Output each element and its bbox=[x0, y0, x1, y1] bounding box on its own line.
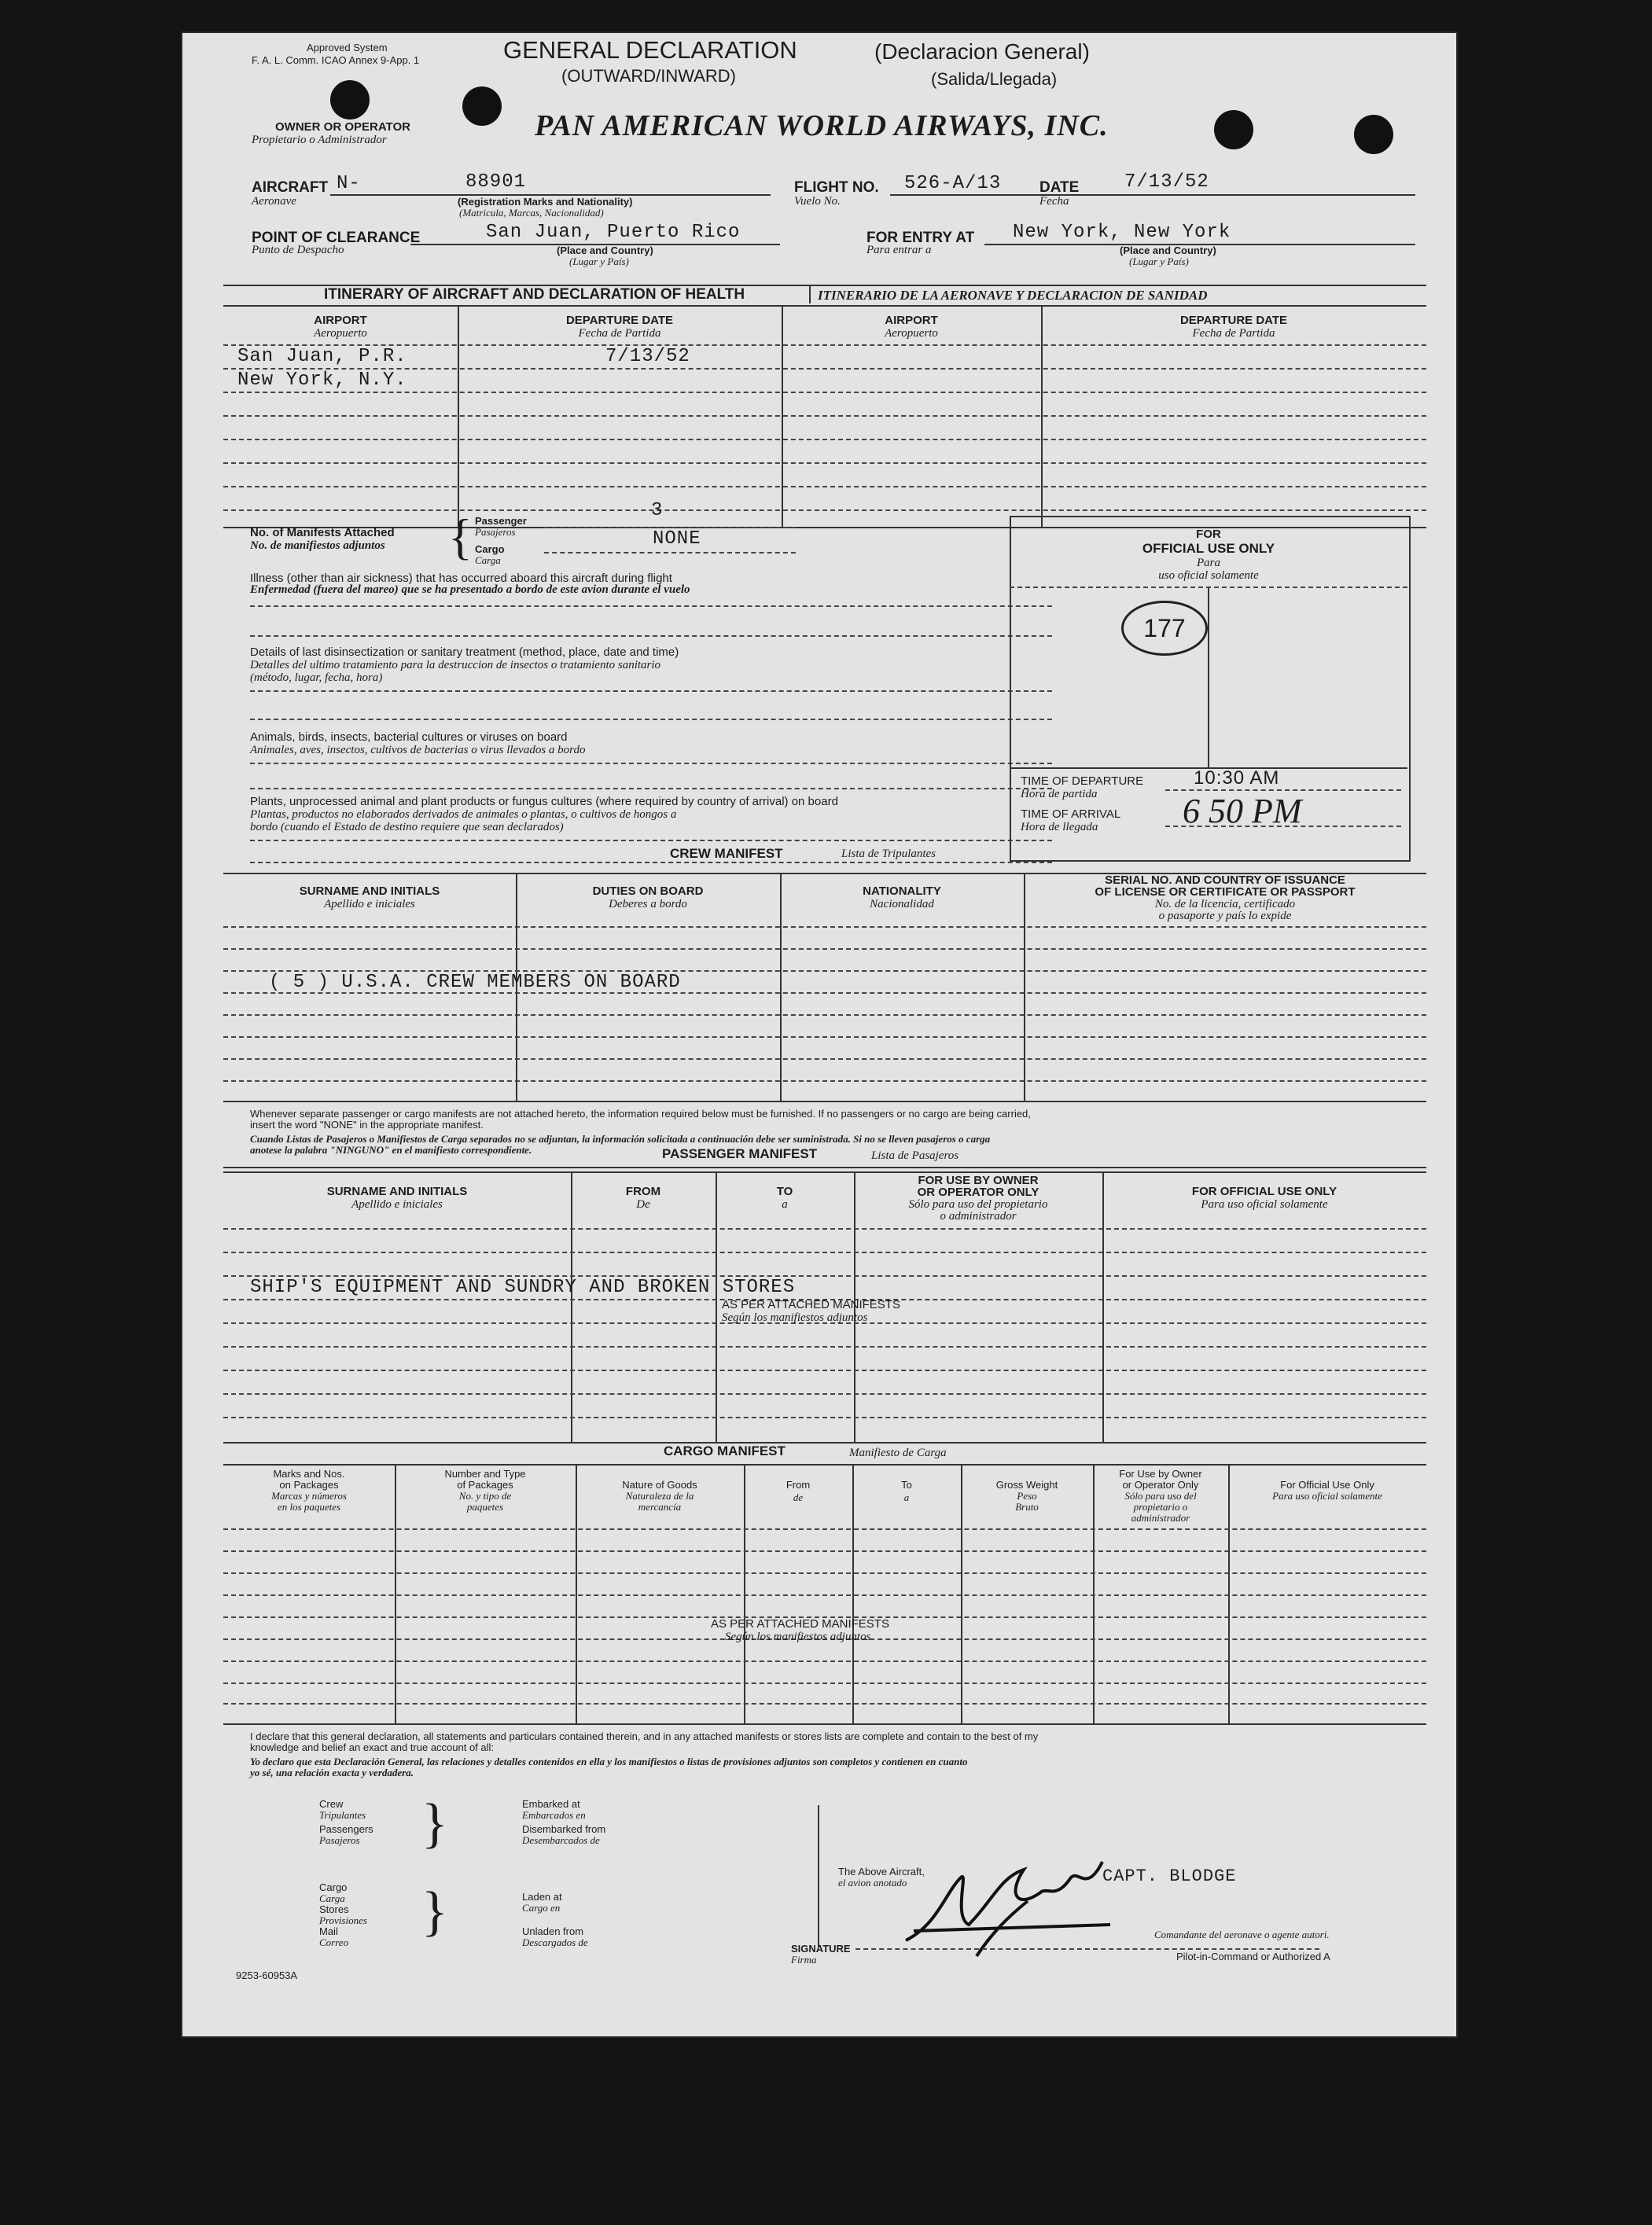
official-title: FOR bbox=[1196, 528, 1221, 541]
flight-label-es: Vuelo No. bbox=[794, 195, 841, 208]
form-title-es-sub: (Salida/Llegada) bbox=[931, 69, 1058, 89]
itinerary-col-airport-es: Aeropuerto bbox=[314, 327, 367, 340]
itinerary-title: ITINERARY OF AIRCRAFT AND DECLARATION OF HEALTH bbox=[324, 286, 745, 303]
cargo-col-owner-es3: administrador bbox=[1131, 1512, 1190, 1524]
form-title: GENERAL DECLARATION bbox=[503, 36, 797, 64]
totals-embarked: Embarked at bbox=[522, 1798, 580, 1810]
date-value: 7/13/52 bbox=[1124, 171, 1209, 193]
handwritten-signature bbox=[890, 1846, 1126, 1964]
crew-col-nationality: NATIONALITY bbox=[863, 884, 941, 898]
itinerary-title-es: ITINERARIO DE LA AERONAVE Y DECLARACION DE SANIDAD bbox=[818, 288, 1208, 303]
illness-label-es: Enfermedad (fuera del mareo) que se ha presentado a bordo de este avion durante el vuelo bbox=[250, 583, 690, 596]
totals-mail: Mail bbox=[319, 1925, 338, 1937]
passenger-col-from-es: De bbox=[636, 1198, 650, 1211]
aircraft-value: 88901 bbox=[465, 171, 527, 193]
crew-title-es: Lista de Tripulantes bbox=[841, 848, 936, 860]
passenger-col-surname-es: Apellido e iniciales bbox=[351, 1198, 443, 1211]
date-label: DATE bbox=[1039, 179, 1080, 196]
cargo-col-nature: Nature of Goods bbox=[622, 1479, 697, 1491]
clearance-caption: (Place and Country) bbox=[557, 245, 653, 256]
departure-time-label: TIME OF DEPARTURE bbox=[1021, 774, 1144, 788]
arrival-time-label: TIME OF ARRIVAL bbox=[1021, 807, 1121, 821]
passenger-col-owner-b: OR OPERATOR ONLY bbox=[917, 1186, 1039, 1199]
cargo-title: CARGO MANIFEST bbox=[664, 1443, 786, 1458]
totals-laden: Laden at bbox=[522, 1891, 562, 1903]
illness-label: Illness (other than air sickness) that has occurred aboard this aircraft during flight bbox=[250, 572, 672, 585]
entry-caption-es: (Lugar y País) bbox=[1129, 256, 1189, 267]
flight-value: 526-A/13 bbox=[904, 173, 1002, 194]
cargo-col-number: Number and Type bbox=[444, 1468, 526, 1480]
passenger-col-official: FOR OFFICIAL USE ONLY bbox=[1191, 1185, 1337, 1198]
itinerary-col-airport: AIRPORT bbox=[314, 314, 367, 327]
cargo-col-weight-es: Peso bbox=[1017, 1490, 1037, 1502]
punch-hole bbox=[1354, 115, 1393, 154]
cargo-col-marks: Marks and Nos. bbox=[273, 1468, 345, 1480]
cargo-col-official-es: Para uso oficial solamente bbox=[1272, 1490, 1382, 1502]
manifests-cargo: Cargo bbox=[475, 543, 505, 555]
declaration-es: Yo declaro que esta Declaración General, las relaciones y detalles contenidos en ella y los manifiestos o listas de provisiones adjuntos son completos y contienen en cuanto bbox=[250, 1756, 968, 1767]
totals-passengers: Passengers bbox=[319, 1823, 373, 1835]
cargo-col-owner-es2: propietario o bbox=[1133, 1501, 1188, 1513]
above-aircraft-es: el avion anotado bbox=[838, 1877, 907, 1888]
totals-disembarked: Disembarked from bbox=[522, 1823, 606, 1835]
manifests-cargo-es: Carga bbox=[475, 554, 501, 566]
totals-disembarked-es: Desembarcados de bbox=[522, 1834, 600, 1846]
punch-hole bbox=[1214, 110, 1253, 149]
totals-stores: Stores bbox=[319, 1903, 349, 1915]
owner-label: OWNER OR OPERATOR bbox=[275, 120, 410, 134]
signature-label: SIGNATURE bbox=[791, 1943, 851, 1955]
cargo-col-from: From bbox=[786, 1479, 811, 1491]
clearance-label-es: Punto de Despacho bbox=[252, 244, 344, 256]
punch-hole bbox=[330, 80, 370, 120]
crew-col-duties-es: Deberes a bordo bbox=[609, 898, 687, 910]
totals-crew: Crew bbox=[319, 1798, 344, 1810]
itinerary-col-airport-es-2: Aeropuerto bbox=[885, 327, 938, 340]
official-title-es: Para bbox=[1197, 557, 1220, 569]
crew-entry: ( 5 ) U.S.A. CREW MEMBERS ON BOARD bbox=[269, 972, 681, 993]
crew-col-serial-es2: o pasaporte y país lo expide bbox=[1158, 910, 1292, 922]
totals-stores-es: Provisiones bbox=[319, 1914, 367, 1926]
passenger-title: PASSENGER MANIFEST bbox=[662, 1146, 818, 1161]
cargo-col-weight: Gross Weight bbox=[995, 1479, 1058, 1491]
entry-caption: (Place and Country) bbox=[1120, 245, 1216, 256]
arrival-time-label-es: Hora de llegada bbox=[1021, 821, 1098, 833]
cargo-col-nature-es2: mercancía bbox=[638, 1501, 682, 1513]
cargo-col-nature-es: Naturaleza de la bbox=[625, 1490, 694, 1502]
entry-value: New York, New York bbox=[1013, 222, 1231, 243]
form-number: 9253-60953A bbox=[236, 1969, 298, 1981]
manifests-passenger-es: Pasajeros bbox=[475, 526, 516, 538]
totals-unladen-es: Descargados de bbox=[522, 1936, 588, 1948]
passenger-col-surname: SURNAME AND INITIALS bbox=[326, 1185, 468, 1198]
plants-label-es2: bordo (cuando el Estado de destino requiere que sean declarados) bbox=[250, 821, 564, 833]
clearance-value: San Juan, Puerto Rico bbox=[486, 222, 741, 243]
official-title-es2: uso oficial solamente bbox=[1158, 569, 1259, 582]
approved-ref: F. A. L. Comm. ICAO Annex 9-App. 1 bbox=[252, 54, 420, 66]
note-en2: insert the word "NONE" in the appropriate manifest. bbox=[250, 1119, 484, 1131]
crew-col-surname: SURNAME AND INITIALS bbox=[299, 884, 440, 898]
itinerary-col-airport-2: AIRPORT bbox=[885, 314, 938, 327]
cargo-col-to-es: a bbox=[903, 1491, 910, 1503]
role-es: Comandante del aeronave o agente autori. bbox=[1154, 1929, 1330, 1940]
form-title-sub: (OUTWARD/INWARD) bbox=[561, 66, 736, 86]
crew-col-duties: DUTIES ON BOARD bbox=[592, 884, 704, 898]
cargo-col-owner-es: Sólo para uso del bbox=[1124, 1490, 1197, 1502]
cargo-col-number-es: No. y tipo de bbox=[458, 1490, 512, 1502]
role: Pilot-in-Command or Authorized A bbox=[1176, 1951, 1330, 1962]
cargo-col-marks-es2: en los paquetes bbox=[277, 1501, 341, 1513]
totals-crew-es: Tripulantes bbox=[319, 1809, 366, 1821]
captain-name: CAPT. BLODGE bbox=[1102, 1866, 1237, 1886]
clearance-caption-es: (Lugar y País) bbox=[569, 256, 629, 267]
above-aircraft: The Above Aircraft, bbox=[838, 1866, 925, 1877]
manifests-brace: { bbox=[448, 509, 473, 565]
itinerary-col-departure-es-2: Fecha de Partida bbox=[1192, 327, 1275, 340]
punch-hole bbox=[462, 86, 502, 126]
arrival-time-value: 6 50 PM bbox=[1183, 792, 1302, 830]
crew-col-surname-es: Apellido e iniciales bbox=[324, 898, 415, 910]
totals-embarked-es: Embarcados en bbox=[522, 1809, 586, 1821]
manifests-passenger: Passenger bbox=[475, 515, 527, 527]
passenger-col-owner-es: Sólo para uso del propietario bbox=[908, 1198, 1048, 1211]
manifests-label-es: No. de manifiestos adjuntos bbox=[250, 539, 385, 552]
totals-unladen: Unladen from bbox=[522, 1925, 584, 1937]
passenger-entry: SHIP'S EQUIPMENT AND SUNDRY AND BROKEN STORES bbox=[250, 1277, 796, 1298]
totals-brace-2: } bbox=[421, 1881, 448, 1942]
cargo-col-marks-b: on Packages bbox=[279, 1479, 339, 1491]
crew-col-serial-b: OF LICENSE OR CERTIFICATE OR PASSPORT bbox=[1095, 885, 1356, 899]
cargo-col-marks-es: Marcas y números bbox=[271, 1490, 347, 1502]
itinerary-col-departure-es: Fecha de Partida bbox=[578, 327, 661, 340]
entry-label: FOR ENTRY AT bbox=[866, 230, 975, 246]
declaration-es2: yo sé, una relación exacta y verdadera. bbox=[250, 1767, 414, 1778]
manifests-cargo-value: NONE bbox=[653, 528, 701, 550]
animals-label: Animals, birds, insects, bacterial cultures or viruses on board bbox=[250, 730, 568, 744]
disinsect-label-es: Detalles del ultimo tratamiento para la destruccion de insectos o tratamiento sanitario bbox=[250, 659, 661, 671]
itinerary-col-departure: DEPARTURE DATE bbox=[565, 314, 674, 327]
cargo-attached: AS PER ATTACHED MANIFESTS bbox=[711, 1617, 889, 1631]
passenger-title-es: Lista de Pasajeros bbox=[871, 1149, 959, 1162]
itinerary-col-departure-2: DEPARTURE DATE bbox=[1179, 314, 1288, 327]
passenger-col-owner: FOR USE BY OWNER bbox=[918, 1174, 1039, 1187]
cargo-col-owner: For Use by Owner bbox=[1119, 1468, 1202, 1480]
stamp-number: 177 bbox=[1121, 601, 1208, 656]
declaration-en: I declare that this general declaration, all statements and particulars contained therein, and in any attached manifests or stores lists are complete and contain to the best of my bbox=[250, 1730, 1039, 1742]
totals-cargo: Cargo bbox=[319, 1881, 348, 1893]
disinsect-label-es2: (método, lugar, fecha, hora) bbox=[250, 671, 383, 684]
aircraft-caption: (Registration Marks and Nationality) bbox=[458, 196, 633, 208]
official-title2: OFFICIAL USE ONLY bbox=[1142, 541, 1275, 556]
itinerary-row1-date: 7/13/52 bbox=[605, 346, 690, 367]
note-es2: anotese la palabra "NINGUNO" en el manifiesto correspondiente. bbox=[250, 1144, 532, 1156]
itinerary-row2-airport: New York, N.Y. bbox=[237, 370, 407, 391]
flight-label: FLIGHT NO. bbox=[794, 179, 879, 196]
passenger-col-to: TO bbox=[776, 1185, 793, 1198]
passenger-attached-es: Según los manifiestos adjuntos bbox=[722, 1311, 868, 1324]
totals-brace: } bbox=[421, 1793, 448, 1854]
totals-laden-es: Cargo en bbox=[522, 1902, 561, 1914]
declaration-en2: knowledge and belief an exact and true account of all: bbox=[250, 1741, 495, 1753]
crew-col-nationality-es: Nacionalidad bbox=[870, 898, 934, 910]
plants-label: Plants, unprocessed animal and plant products or fungus cultures (where required by country of arrival) on board bbox=[250, 795, 838, 808]
passenger-col-from: FROM bbox=[625, 1185, 661, 1198]
cargo-title-es: Manifiesto de Carga bbox=[849, 1447, 947, 1459]
cargo-col-from-es: de bbox=[793, 1491, 804, 1503]
totals-passengers-es: Pasajeros bbox=[319, 1834, 360, 1846]
aircraft-label-es: Aeronave bbox=[252, 195, 296, 208]
form-title-es: (Declaracion General) bbox=[874, 39, 1090, 64]
passenger-col-official-es: Para uso oficial solamente bbox=[1201, 1198, 1328, 1211]
passenger-col-to-es: a bbox=[782, 1198, 788, 1211]
cargo-col-owner-b: or Operator Only bbox=[1122, 1479, 1199, 1491]
departure-time-value: 10:30 AM bbox=[1194, 767, 1280, 789]
totals-mail-es: Correo bbox=[319, 1936, 349, 1948]
plants-label-es: Plantas, productos no elaborados derivados de animales o plantas, o cultivos de hongos a bbox=[250, 808, 677, 821]
date-label-es: Fecha bbox=[1039, 195, 1069, 208]
passenger-attached: AS PER ATTACHED MANIFESTS bbox=[722, 1298, 900, 1311]
note-en: Whenever separate passenger or cargo manifests are not attached hereto, the information required below must be furnished. If no passengers or no cargo are being carried, bbox=[250, 1108, 1031, 1120]
aircraft-prefix: N- bbox=[337, 173, 361, 194]
cargo-col-to: To bbox=[901, 1479, 912, 1491]
clearance-label: POINT OF CLEARANCE bbox=[252, 230, 421, 246]
cargo-col-weight-es2: Bruto bbox=[1015, 1501, 1039, 1513]
cargo-attached-es: Según los manifiestos adjuntos bbox=[725, 1631, 871, 1643]
manifests-passenger-value: 3 bbox=[651, 500, 664, 521]
totals-cargo-es: Carga bbox=[319, 1892, 345, 1904]
manifests-label: No. of Manifests Attached bbox=[250, 526, 395, 539]
aircraft-label: AIRCRAFT bbox=[252, 179, 329, 196]
note-es: Cuando Listas de Pasajeros o Manifiestos de Carga separados no se adjuntan, la información solicitada a continuación debe ser suministrada. Si no se lleven pasajeros o carga bbox=[250, 1133, 991, 1145]
owner-label-es: Propietario o Administrador bbox=[252, 134, 387, 146]
crew-title: CREW MANIFEST bbox=[670, 846, 783, 861]
crew-col-serial-es: No. de la licencia, certificado bbox=[1154, 898, 1296, 910]
cargo-col-number-es2: paquetes bbox=[466, 1501, 504, 1513]
departure-time-label-es: Hora de partida bbox=[1021, 788, 1098, 800]
cargo-col-number-b: of Packages bbox=[457, 1479, 513, 1491]
animals-label-es: Animales, aves, insectos, cultivos de bacterias o virus llevados a bordo bbox=[250, 744, 586, 756]
owner-value: PAN AMERICAN WORLD AIRWAYS, INC. bbox=[535, 109, 1109, 142]
cargo-col-official: For Official Use Only bbox=[1280, 1479, 1374, 1491]
general-declaration-form bbox=[182, 33, 1456, 2036]
aircraft-caption-es: (Matricula, Marcas, Nacionalidad) bbox=[459, 207, 604, 219]
signature-label-es: Firma bbox=[791, 1954, 817, 1966]
approved-system: Approved System bbox=[307, 42, 388, 53]
entry-label-es: Para entrar a bbox=[866, 244, 932, 256]
itinerary-row1-airport: San Juan, P.R. bbox=[237, 346, 407, 367]
disinsect-label: Details of last disinsectization or sanitary treatment (method, place, date and time) bbox=[250, 645, 679, 659]
passenger-col-owner-es2: o administrador bbox=[940, 1210, 1017, 1223]
crew-col-serial: SERIAL NO. AND COUNTRY OF ISSUANCE bbox=[1105, 873, 1345, 887]
